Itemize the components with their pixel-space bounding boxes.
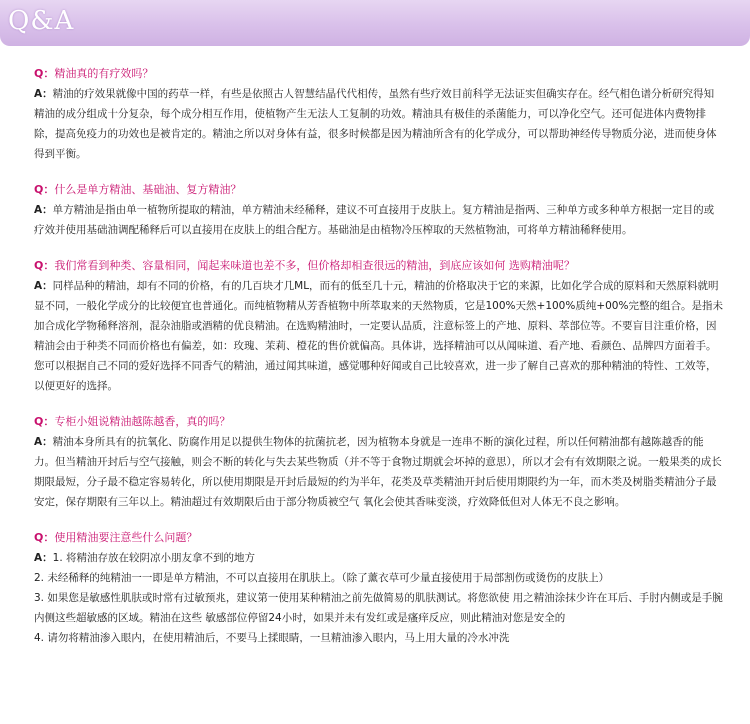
answer-line: 4. 请勿将精油渗入眼内，在使用精油后，不要马上揉眼睛，一旦精油渗入眼内，马上用大量的冷水冲洗	[34, 632, 510, 644]
answer-text: 单方精油是指由单一植物所提取的精油，单方精油未经稀释，建议不可直接用于皮肤上。复方精油是指两、三种单方或多种单方根据一定目的或疗效并使用基础油调配稀释后可以直接用在皮肤上的组合配方。基础油是由植物冷压榨取的天然植物油，可将单方精油稀释使用。	[34, 204, 715, 236]
answer-marker: A：	[34, 552, 53, 564]
qa-item	[34, 528, 724, 648]
question	[34, 528, 724, 548]
question-marker: Q：	[34, 415, 55, 428]
question	[34, 64, 724, 84]
question-marker: Q：	[34, 183, 55, 196]
question-text: 我们常看到种类、容量相同，闻起来味道也差不多，但价格却相查很远的精油，到底应该如何 选购精油呢？	[54, 259, 575, 272]
question-text: 什么是单方精油、基础油、复方精油？	[54, 183, 242, 196]
question-marker: Q：	[34, 67, 55, 80]
question-marker: Q：	[34, 531, 55, 544]
question	[34, 180, 724, 200]
question-text: 专柜小姐说精油越陈越香，真的吗？	[54, 415, 231, 428]
answer	[34, 276, 724, 396]
answer-text: 1. 将精油存放在较阴凉小朋友拿不到的地方	[52, 552, 255, 564]
qa-item	[34, 256, 724, 396]
question-text: 使用精油要注意些什么问题？	[54, 531, 198, 544]
answer-line: 2. 未经稀释的纯精油一一即是单方精油，不可以直接用在肌肤上。（除了薰衣草可少量直接使用于局部割伤或烫伤的皮肤上）	[34, 572, 610, 584]
page-title: Q&A	[8, 6, 75, 36]
qa-list	[34, 64, 724, 664]
qa-item	[34, 412, 724, 512]
question	[34, 256, 724, 276]
header-banner	[0, 0, 750, 46]
answer	[34, 548, 724, 648]
answer	[34, 432, 724, 512]
answer-text: 同样品种的精油，却有不同的价格，有的几百块才几ML，而有的低至几十元，精油的价格取决于它的来源，比如化学合成的原料和天然原料就明显不同，一般化学成分的比较便宜也普通化。而纯植物精从芳香植物中所萃取来的天然物质，它是100%天然+100%质纯+00%完整的组合。是指未加合成化学物稀释溶剂，混杂油脂或酒精的优良精油。在选购精油时，一定要认品质，注意标签上的产地、原料、萃部位等。不要盲目注重价格，因精油会由于种类不同而价格也有偏差，如：玫瑰、茉莉、橙花的售价就偏高。具体讲，选择精油可以从闻味道、看产地、看颜色、品牌四方面着手。您可以根据自己不同的爱好选择不同香气的精油，通过闻其味道，感觉哪种好闻或自己比较喜欢，进一步了解自己喜欢的那种精油的特性、工效等，以便更好的选择。	[34, 280, 723, 392]
answer-marker: A：	[34, 88, 53, 100]
answer-text: 精油本身所具有的抗氧化、防腐作用足以提供生物体的抗菌抗老，因为植物本身就是一连串不断的演化过程，所以任何精油都有越陈越香的能力。但当精油开封后与空气接触，则会不断的转化与失去某些物质（并不等于食物过期就会坏掉的意思），所以才会有有效期限之说。一般果类的成长期限最短，分子最不稳定容易转化，所以使用期限是开封后最短的约为半年，花类及草类精油开封后使用期限约为一年，而木类及树脂类精油分子最安定，保存期限有三年以上。精油超过有效期限后由于部分物质被空气 氧化会使其香味变淡，疗效降低但对人体无不良之影响。	[34, 436, 722, 508]
question-text: 精油真的有疗效吗？	[54, 67, 154, 80]
answer-line	[34, 548, 724, 568]
qa-item	[34, 64, 724, 164]
answer-marker: A：	[34, 436, 53, 448]
answer-line: 3. 如果您是敏感性肌肤或时常有过敏预兆，建议第一使用某种精油之前先做简易的肌肤测试。将您欲使 用之精油涂抹少许在耳后、手肘内侧或是手腕内侧这些超敏感的区域。精油在这些 敏感部位停留24小时，如果并未有发红或是瘙痒反应，则此精油对您是安全的	[34, 592, 723, 624]
qa-item	[34, 180, 724, 240]
answer-text: 精油的疗效果就像中国的药草一样，有些是依照古人智慧结晶代代相传，虽然有些疗效目前科学无法证实但确实存在。经气相色谱分析研究得知精油的成分组成十分复杂，每个成分相互作用，使植物产生无法人工复制的功效。精油具有极佳的杀菌能力，可以净化空气。还可促进体内费物排除，提高免疫力的功效也是被肯定的。精油之所以对身体有益，很多时候都是因为精油所含有的化学成分，可以帮助神经传导物质分泌，进而使身体得到平衡。	[34, 88, 717, 160]
question-marker: Q：	[34, 259, 55, 272]
answer-marker: A：	[34, 204, 53, 216]
answer-marker: A：	[34, 280, 53, 292]
answer	[34, 200, 724, 240]
answer	[34, 84, 724, 164]
question	[34, 412, 724, 432]
